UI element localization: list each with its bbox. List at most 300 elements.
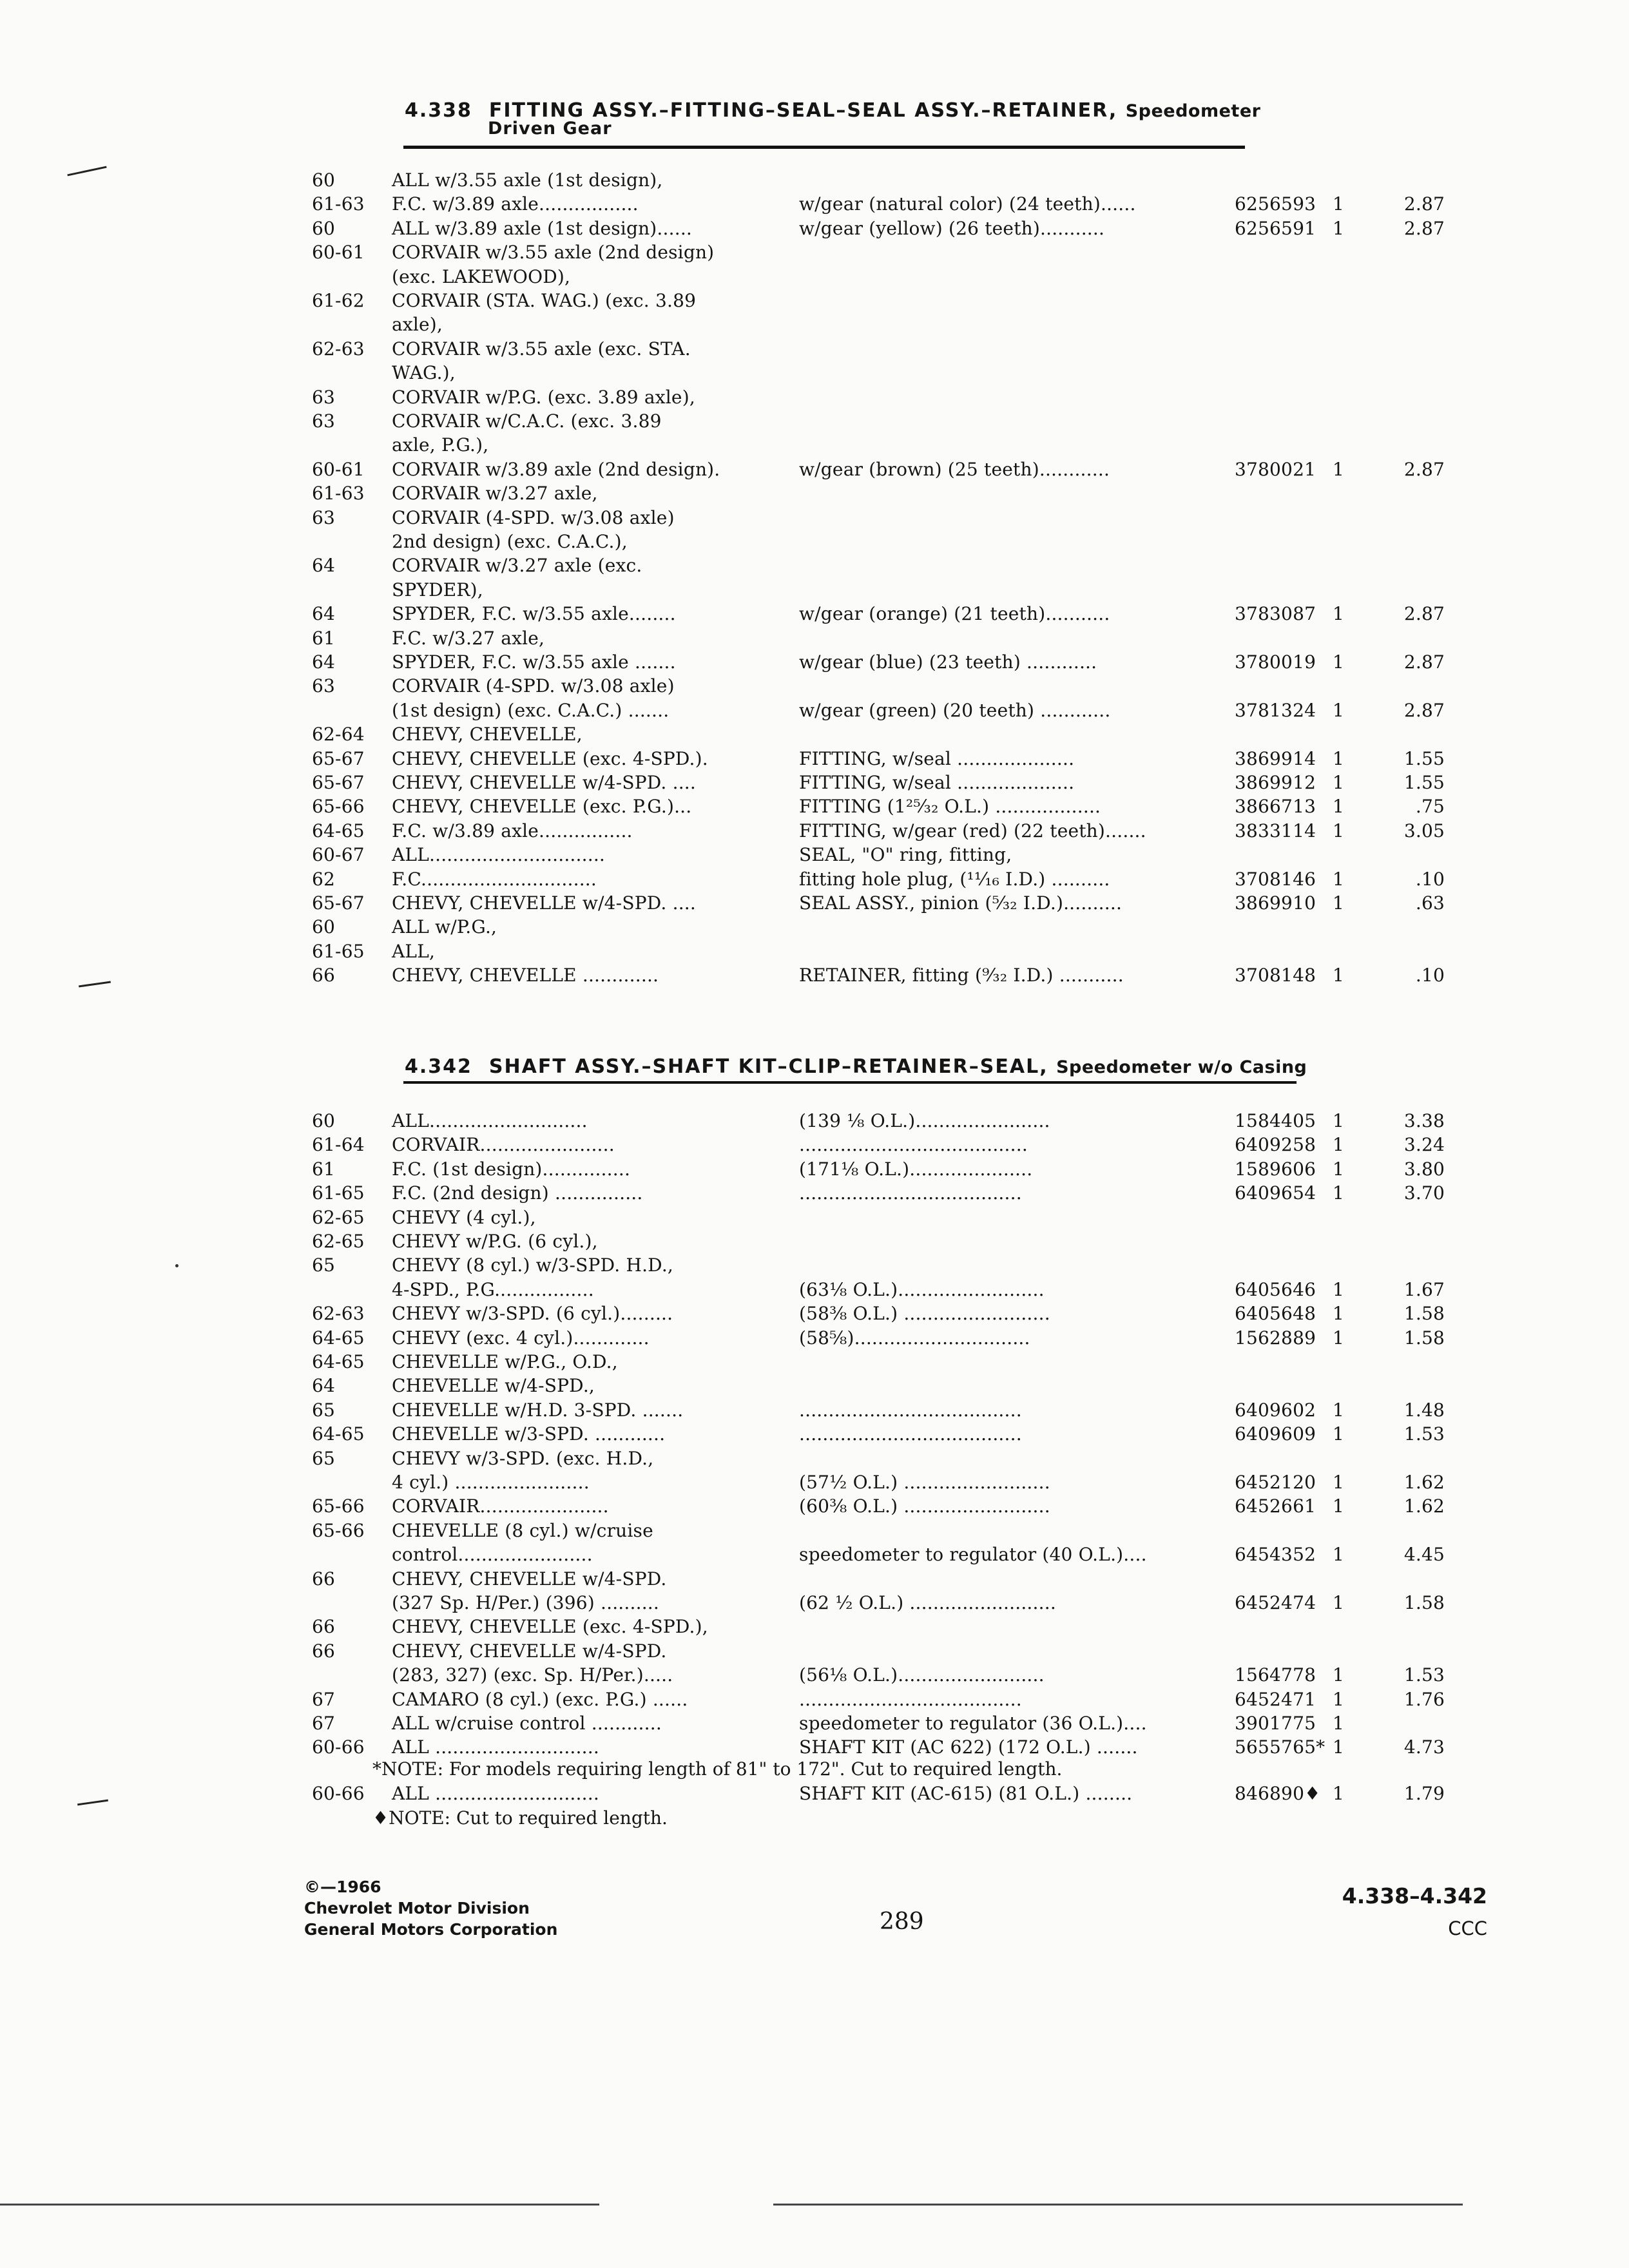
table-row bbox=[0, 1423, 1629, 1448]
quantity-cell: 1 bbox=[1333, 1134, 1345, 1156]
description-cell: (139 ⅛ O.L.)....................... bbox=[799, 1110, 1050, 1131]
application-cell: CAMARO (8 cyl.) (exc. P.G.) ...... bbox=[392, 1688, 688, 1710]
year-cell: 65 bbox=[312, 1254, 336, 1276]
quantity-cell: 1 bbox=[1333, 1278, 1345, 1300]
application-cell: ALL.............................. bbox=[392, 844, 606, 866]
quantity-cell: 1 bbox=[1333, 1303, 1345, 1325]
year-cell: 61-63 bbox=[312, 193, 365, 215]
price-cell: 2.87 bbox=[1403, 699, 1445, 721]
quantity-cell: 1 bbox=[1333, 1592, 1345, 1613]
table-row bbox=[0, 964, 1629, 990]
part-number-cell: 1589606 bbox=[1235, 1158, 1316, 1180]
price-cell: .75 bbox=[1415, 796, 1445, 818]
application-cell: WAG.), bbox=[392, 362, 456, 384]
table-row bbox=[0, 338, 1629, 363]
description-cell: w/gear (natural color) (24 teeth)...... bbox=[799, 193, 1136, 215]
part-number-cell: 3781324 bbox=[1235, 699, 1316, 721]
price-cell: 4.73 bbox=[1403, 1736, 1445, 1758]
application-cell: F.C. (1st design)............... bbox=[392, 1158, 631, 1180]
description-cell: fitting hole plug, (¹¹⁄₁₆ I.D.) .......... bbox=[799, 868, 1110, 890]
quantity-cell: 1 bbox=[1333, 603, 1345, 625]
application-cell: 4-SPD., P.G................. bbox=[392, 1278, 594, 1300]
application-cell: CHEVY (exc. 4 cyl.)............. bbox=[392, 1327, 650, 1349]
quantity-cell: 1 bbox=[1333, 747, 1345, 769]
price-cell: 3.38 bbox=[1403, 1110, 1445, 1131]
application-cell: CHEVELLE (8 cyl.) w/cruise bbox=[392, 1519, 653, 1541]
part-number-cell: 3833114 bbox=[1235, 820, 1316, 841]
description-cell: (62 ½ O.L.) ......................... bbox=[799, 1592, 1056, 1613]
application-cell: SPYDER, F.C. w/3.55 axle ....... bbox=[392, 651, 676, 673]
table-row bbox=[0, 506, 1629, 532]
part-number-cell: 3869910 bbox=[1235, 892, 1316, 914]
price-cell: 1.53 bbox=[1403, 1664, 1445, 1686]
quantity-cell: 1 bbox=[1333, 796, 1345, 818]
quantity-cell: 1 bbox=[1333, 1544, 1345, 1566]
application-cell: (283, 327) (exc. Sp. H/Per.)..... bbox=[392, 1664, 673, 1686]
part-number-cell: 6409602 bbox=[1235, 1399, 1316, 1421]
quantity-cell: 1 bbox=[1333, 699, 1345, 721]
application-cell: F.C. w/3.27 axle, bbox=[392, 627, 545, 649]
year-cell: 65 bbox=[312, 1399, 336, 1421]
description-cell: FITTING, w/seal .................... bbox=[799, 772, 1075, 793]
application-cell: CORVAIR (4-SPD. w/3.08 axle) bbox=[392, 675, 675, 697]
year-cell: 61-62 bbox=[312, 290, 365, 311]
year-cell: 60 bbox=[312, 217, 336, 239]
section-title-tail: Speedometer bbox=[1125, 101, 1261, 121]
application-cell: 2nd design) (exc. C.A.C.), bbox=[392, 531, 628, 552]
corporation-name: General Motors Corporation bbox=[304, 1920, 558, 1939]
part-number-cell: 6409654 bbox=[1235, 1182, 1316, 1204]
year-cell: 61 bbox=[312, 627, 336, 649]
part-number-cell: 3866713 bbox=[1235, 796, 1316, 818]
application-cell: F.C. w/3.89 axle................. bbox=[392, 193, 639, 215]
price-cell: 1.62 bbox=[1403, 1472, 1445, 1493]
year-cell: 60 bbox=[312, 916, 336, 938]
year-cell: 62-65 bbox=[312, 1231, 365, 1252]
year-cell: 64 bbox=[312, 555, 336, 577]
year-cell: 61-63 bbox=[312, 483, 365, 505]
year-cell: 65-66 bbox=[312, 1495, 365, 1517]
quantity-cell: 1 bbox=[1333, 458, 1345, 480]
price-cell: 1.67 bbox=[1403, 1278, 1445, 1300]
year-cell: 60-66 bbox=[312, 1736, 365, 1758]
table-row bbox=[0, 1782, 1629, 1808]
table-row bbox=[0, 1664, 1629, 1689]
table-row bbox=[0, 1302, 1629, 1328]
quantity-cell: 1 bbox=[1333, 820, 1345, 841]
year-cell: 61-64 bbox=[312, 1134, 365, 1156]
table-row bbox=[0, 1230, 1629, 1256]
scan-edge-line bbox=[773, 2204, 1463, 2206]
description-cell: (56⅛ O.L.)......................... bbox=[799, 1664, 1045, 1686]
year-cell: 64-65 bbox=[312, 1351, 365, 1372]
table-row bbox=[0, 602, 1629, 628]
quantity-cell: 1 bbox=[1333, 772, 1345, 793]
application-cell: CORVAIR w/P.G. (exc. 3.89 axle), bbox=[392, 386, 695, 408]
year-cell: 66 bbox=[312, 1640, 336, 1662]
application-cell: control....................... bbox=[392, 1544, 593, 1566]
quantity-cell: 1 bbox=[1333, 1327, 1345, 1349]
year-cell: 65-67 bbox=[312, 772, 365, 793]
price-cell: 3.05 bbox=[1403, 820, 1445, 841]
table-row bbox=[0, 265, 1629, 291]
table-row bbox=[0, 1688, 1629, 1714]
table-row bbox=[0, 1182, 1629, 1207]
year-cell: 60-66 bbox=[312, 1783, 365, 1804]
description-cell: ...................................... bbox=[799, 1399, 1022, 1421]
description-cell: FITTING, w/gear (red) (22 teeth)....... bbox=[799, 820, 1146, 841]
part-number-cell: 1562889 bbox=[1235, 1327, 1316, 1349]
scan-speck bbox=[175, 1264, 178, 1267]
part-number-cell: 6405648 bbox=[1235, 1303, 1316, 1325]
application-cell: CHEVY, CHEVELLE ............. bbox=[392, 965, 659, 986]
year-cell: 65-67 bbox=[312, 747, 365, 769]
year-cell: 60 bbox=[312, 1110, 336, 1131]
quantity-cell: 1 bbox=[1333, 1158, 1345, 1180]
part-number-cell: 3780019 bbox=[1235, 651, 1316, 673]
section-number: 4.342 bbox=[405, 1055, 472, 1078]
year-cell: 65-67 bbox=[312, 892, 365, 914]
table-row bbox=[0, 361, 1629, 387]
table-row bbox=[0, 1543, 1629, 1569]
table-row bbox=[0, 820, 1629, 845]
table-row bbox=[0, 1254, 1629, 1280]
description-cell: speedometer to regulator (40 O.L.).... bbox=[799, 1544, 1147, 1566]
part-number-cell: 6409609 bbox=[1235, 1423, 1316, 1445]
application-cell: F.C. w/3.89 axle................ bbox=[392, 820, 633, 841]
year-cell: 64-65 bbox=[312, 820, 365, 841]
section-header-4338 bbox=[405, 101, 1260, 120]
part-number-cell: 3708146 bbox=[1235, 868, 1316, 890]
quantity-cell: 1 bbox=[1333, 1399, 1345, 1421]
table-row bbox=[0, 843, 1629, 869]
table-row bbox=[0, 1133, 1629, 1159]
price-cell: .10 bbox=[1415, 868, 1445, 890]
quantity-cell: 1 bbox=[1333, 1495, 1345, 1517]
description-cell: (58⅝).............................. bbox=[799, 1327, 1030, 1349]
table-row bbox=[0, 410, 1629, 436]
scan-edge-line bbox=[0, 2204, 599, 2206]
year-cell: 62 bbox=[312, 868, 336, 890]
price-cell: 1.79 bbox=[1403, 1783, 1445, 1804]
year-cell: 66 bbox=[312, 1568, 336, 1590]
description-cell: (171⅛ O.L.)..................... bbox=[799, 1158, 1033, 1180]
table-row bbox=[0, 458, 1629, 484]
application-cell: ALL w/3.89 axle (1st design)...... bbox=[392, 217, 693, 239]
table-row bbox=[0, 1399, 1629, 1425]
description-cell: FITTING (1²⁵⁄₃₂ O.L.) .................. bbox=[799, 796, 1101, 818]
table-row bbox=[0, 675, 1629, 700]
note-text: ♦NOTE: Cut to required length. bbox=[372, 1807, 668, 1829]
part-number-cell: 6452474 bbox=[1235, 1592, 1316, 1613]
description-cell: SHAFT KIT (AC-615) (81 O.L.) ........ bbox=[799, 1783, 1133, 1804]
part-number-cell: 3708148 bbox=[1235, 965, 1316, 986]
application-cell: CORVAIR (4-SPD. w/3.08 axle) bbox=[392, 506, 675, 528]
price-cell: 3.70 bbox=[1403, 1182, 1445, 1204]
table-row bbox=[0, 579, 1629, 604]
price-cell: 2.87 bbox=[1403, 651, 1445, 673]
year-cell: 65-66 bbox=[312, 1519, 365, 1541]
application-cell: CORVAIR w/3.27 axle, bbox=[392, 483, 598, 505]
table-row bbox=[0, 1591, 1629, 1617]
application-cell: CHEVELLE w/3-SPD. ............ bbox=[392, 1423, 666, 1445]
part-number-cell: 3780021 bbox=[1235, 458, 1316, 480]
year-cell: 62-64 bbox=[312, 724, 365, 745]
description-cell: RETAINER, fitting (⁹⁄₃₂ I.D.) ........... bbox=[799, 965, 1124, 986]
part-number-cell: 3783087 bbox=[1235, 603, 1316, 625]
division-name: Chevrolet Motor Division bbox=[304, 1899, 530, 1917]
application-cell: CHEVELLE w/H.D. 3-SPD. ....... bbox=[392, 1399, 684, 1421]
application-cell: ALL ............................ bbox=[392, 1783, 599, 1804]
year-cell: 60-61 bbox=[312, 242, 365, 264]
price-cell: 2.87 bbox=[1403, 193, 1445, 215]
table-row bbox=[0, 554, 1629, 580]
description-cell: (58⅜ O.L.) ......................... bbox=[799, 1303, 1050, 1325]
part-number-cell: 6454352 bbox=[1235, 1544, 1316, 1566]
application-cell: CORVAIR (STA. WAG.) (exc. 3.89 bbox=[392, 290, 697, 311]
application-cell: CHEVY, CHEVELLE w/4-SPD. bbox=[392, 1568, 667, 1590]
year-cell: 61-65 bbox=[312, 940, 365, 962]
application-cell: axle, P.G.), bbox=[392, 434, 489, 456]
year-cell: 64-65 bbox=[312, 1327, 365, 1349]
table-row bbox=[0, 530, 1629, 556]
year-cell: 66 bbox=[312, 1616, 336, 1638]
year-cell: 64-65 bbox=[312, 1423, 365, 1445]
application-cell: axle), bbox=[392, 314, 443, 336]
table-row bbox=[0, 386, 1629, 412]
table-row bbox=[0, 1374, 1629, 1400]
part-number-cell: 1584405 bbox=[1235, 1110, 1316, 1131]
table-row bbox=[0, 313, 1629, 339]
description-cell: w/gear (green) (20 teeth) ............ bbox=[799, 699, 1111, 721]
table-row bbox=[0, 771, 1629, 797]
price-cell: 2.87 bbox=[1403, 458, 1445, 480]
quantity-cell: 1 bbox=[1333, 1664, 1345, 1686]
price-cell: .10 bbox=[1415, 965, 1445, 986]
year-cell: 64 bbox=[312, 603, 336, 625]
year-cell: 60 bbox=[312, 169, 336, 191]
price-cell: 4.45 bbox=[1403, 1544, 1445, 1566]
page-number: 289 bbox=[880, 1908, 924, 1935]
table-row bbox=[0, 1615, 1629, 1641]
price-cell: 1.55 bbox=[1403, 747, 1445, 769]
part-number-cell: 3869912 bbox=[1235, 772, 1316, 793]
table-row bbox=[0, 1568, 1629, 1593]
copyright: ©—1966 bbox=[304, 1878, 381, 1896]
price-cell: 1.58 bbox=[1403, 1327, 1445, 1349]
table-row bbox=[0, 723, 1629, 749]
quantity-cell: 1 bbox=[1333, 1110, 1345, 1131]
application-cell: ALL ............................ bbox=[392, 1736, 599, 1758]
part-number-cell: 6256591 bbox=[1235, 217, 1316, 239]
description-cell: (60⅜ O.L.) ......................... bbox=[799, 1495, 1050, 1517]
quantity-cell: 1 bbox=[1333, 868, 1345, 890]
application-cell: CHEVY w/3-SPD. (6 cyl.)......... bbox=[392, 1303, 673, 1325]
part-number-cell: 6452120 bbox=[1235, 1472, 1316, 1493]
section-header-4342 bbox=[405, 1057, 1307, 1077]
quantity-cell: 1 bbox=[1333, 217, 1345, 239]
application-cell: F.C. (2nd design) ............... bbox=[392, 1182, 643, 1204]
description-cell: ...................................... bbox=[799, 1688, 1022, 1710]
application-cell: (1st design) (exc. C.A.C.) ....... bbox=[392, 699, 670, 721]
price-cell: 1.58 bbox=[1403, 1303, 1445, 1325]
note-text: *NOTE: For models requiring length of 81" to 172". Cut to required length. bbox=[372, 1758, 1063, 1780]
application-cell: CHEVELLE w/P.G., O.D., bbox=[392, 1351, 618, 1372]
part-number-cell: 6256593 bbox=[1235, 193, 1316, 215]
year-cell: 65 bbox=[312, 1447, 336, 1469]
application-cell: SPYDER, F.C. w/3.55 axle........ bbox=[392, 603, 676, 625]
year-cell: 64 bbox=[312, 1375, 336, 1397]
part-number-cell: 1564778 bbox=[1235, 1664, 1316, 1686]
quantity-cell: 1 bbox=[1333, 651, 1345, 673]
description-cell: SHAFT KIT (AC 622) (172 O.L.) ....... bbox=[799, 1736, 1138, 1758]
table-row bbox=[0, 1110, 1629, 1135]
price-cell: 2.87 bbox=[1403, 217, 1445, 239]
year-cell: 67 bbox=[312, 1688, 336, 1710]
part-number-cell: 3869914 bbox=[1235, 747, 1316, 769]
application-cell: CORVAIR w/3.55 axle (2nd design) bbox=[392, 242, 715, 264]
price-cell: 1.76 bbox=[1403, 1688, 1445, 1710]
application-cell: ALL w/3.55 axle (1st design), bbox=[392, 169, 663, 191]
table-row bbox=[0, 193, 1629, 218]
table-row bbox=[0, 1327, 1629, 1352]
description-cell: w/gear (brown) (25 teeth)............ bbox=[799, 458, 1110, 480]
quantity-cell: 1 bbox=[1333, 1736, 1345, 1758]
application-cell: 4 cyl.) ....................... bbox=[392, 1472, 590, 1493]
table-row bbox=[0, 940, 1629, 966]
year-cell: 61 bbox=[312, 1158, 336, 1180]
table-row bbox=[0, 892, 1629, 918]
year-cell: 66 bbox=[312, 965, 336, 986]
quantity-cell: 1 bbox=[1333, 892, 1345, 914]
description-cell: speedometer to regulator (36 O.L.).... bbox=[799, 1713, 1147, 1734]
application-cell: F.C.............................. bbox=[392, 868, 597, 890]
quantity-cell: 1 bbox=[1333, 1688, 1345, 1710]
table-row bbox=[0, 868, 1629, 894]
description-cell: (57½ O.L.) ......................... bbox=[799, 1472, 1050, 1493]
quantity-cell: 1 bbox=[1333, 965, 1345, 986]
application-cell: ALL, bbox=[392, 940, 436, 962]
year-cell: 60-67 bbox=[312, 844, 365, 866]
year-cell: 63 bbox=[312, 386, 336, 408]
application-cell: ALL........................... bbox=[392, 1110, 588, 1131]
application-cell: CHEVY, CHEVELLE (exc. P.G.)... bbox=[392, 796, 692, 818]
price-cell: .63 bbox=[1415, 892, 1445, 914]
table-row bbox=[0, 747, 1629, 773]
table-row bbox=[0, 434, 1629, 459]
description-cell: FITTING, w/seal .................... bbox=[799, 747, 1075, 769]
price-cell: 1.53 bbox=[1403, 1423, 1445, 1445]
application-cell: CHEVY, CHEVELLE, bbox=[392, 724, 583, 745]
price-cell: 3.24 bbox=[1403, 1134, 1445, 1156]
description-cell: w/gear (blue) (23 teeth) ............ bbox=[799, 651, 1097, 673]
table-row bbox=[0, 1471, 1629, 1497]
table-row bbox=[0, 1206, 1629, 1232]
application-cell: CHEVY (4 cyl.), bbox=[392, 1206, 536, 1228]
year-cell: 63 bbox=[312, 675, 336, 697]
part-number-cell: 6409258 bbox=[1235, 1134, 1316, 1156]
section-rule bbox=[403, 146, 1245, 149]
description-cell: w/gear (yellow) (26 teeth)........... bbox=[799, 217, 1105, 239]
application-cell: CHEVY, CHEVELLE w/4-SPD. bbox=[392, 1640, 667, 1662]
table-row bbox=[0, 699, 1629, 725]
table-row bbox=[0, 1447, 1629, 1473]
section-number: 4.338 bbox=[405, 99, 472, 122]
description-cell: ...................................... bbox=[799, 1182, 1022, 1204]
application-cell: CORVAIR w/3.89 axle (2nd design). bbox=[392, 458, 720, 480]
quantity-cell: 1 bbox=[1333, 1783, 1345, 1804]
year-cell: 63 bbox=[312, 410, 336, 432]
description-cell: SEAL ASSY., pinion (⁵⁄₃₂ I.D.).......... bbox=[799, 892, 1123, 914]
application-cell: CHEVY w/3-SPD. (exc. H.D., bbox=[392, 1447, 654, 1469]
application-cell: CHEVY, CHEVELLE w/4-SPD. .... bbox=[392, 772, 696, 793]
part-number-cell: 6405646 bbox=[1235, 1278, 1316, 1300]
table-row bbox=[0, 1278, 1629, 1304]
quantity-cell: 1 bbox=[1333, 1182, 1345, 1204]
year-cell: 65-66 bbox=[312, 796, 365, 818]
publisher-block bbox=[304, 1876, 557, 1940]
price-cell: 1.55 bbox=[1403, 772, 1445, 793]
year-cell: 61-65 bbox=[312, 1182, 365, 1204]
table-row bbox=[0, 241, 1629, 267]
application-cell: SPYDER), bbox=[392, 579, 483, 601]
year-cell: 64 bbox=[312, 651, 336, 673]
table-row bbox=[0, 1158, 1629, 1184]
application-cell: CHEVY (8 cyl.) w/3-SPD. H.D., bbox=[392, 1254, 674, 1276]
application-cell: CHEVY, CHEVELLE (exc. 4-SPD.), bbox=[392, 1616, 708, 1638]
quantity-cell: 1 bbox=[1333, 1423, 1345, 1445]
application-cell: CORVAIR....................... bbox=[392, 1134, 615, 1156]
section-rule bbox=[403, 1081, 1296, 1084]
table-row bbox=[0, 1640, 1629, 1666]
description-cell: (63⅛ O.L.)......................... bbox=[799, 1278, 1045, 1300]
price-cell: 1.62 bbox=[1403, 1495, 1445, 1517]
part-number-cell: 6452661 bbox=[1235, 1495, 1316, 1517]
table-row bbox=[0, 627, 1629, 653]
section-range-block bbox=[1342, 1880, 1487, 1945]
application-cell: CHEVY, CHEVELLE w/4-SPD. .... bbox=[392, 892, 696, 914]
price-cell: 3.80 bbox=[1403, 1158, 1445, 1180]
table-row bbox=[0, 651, 1629, 677]
description-cell: ...................................... bbox=[799, 1423, 1022, 1445]
price-cell: 2.87 bbox=[1403, 603, 1445, 625]
section-title: SHAFT ASSY.–SHAFT KIT–CLIP–RETAINER–SEAL, bbox=[488, 1055, 1048, 1078]
description-cell: w/gear (orange) (21 teeth)........... bbox=[799, 603, 1110, 625]
section-title-tail: Speedometer w/o Casing bbox=[1056, 1057, 1307, 1077]
table-row bbox=[0, 289, 1629, 315]
year-cell: 62-63 bbox=[312, 338, 365, 360]
table-row bbox=[0, 482, 1629, 508]
table-row bbox=[0, 1495, 1629, 1521]
quantity-cell: 1 bbox=[1333, 1713, 1345, 1734]
description-cell: SEAL, "O" ring, fitting, bbox=[799, 844, 1012, 866]
quantity-cell: 1 bbox=[1333, 1472, 1345, 1493]
application-cell: CHEVY w/P.G. (6 cyl.), bbox=[392, 1231, 598, 1252]
application-cell: (exc. LAKEWOOD), bbox=[392, 265, 571, 287]
application-cell: ALL w/cruise control ............ bbox=[392, 1713, 662, 1734]
table-row bbox=[0, 1350, 1629, 1376]
section-subtitle: Driven Gear bbox=[488, 119, 612, 139]
price-cell: 1.58 bbox=[1403, 1592, 1445, 1613]
section-range: 4.338–4.342 bbox=[1342, 1883, 1487, 1908]
year-cell: 62-65 bbox=[312, 1206, 365, 1228]
description-cell: ....................................... bbox=[799, 1134, 1028, 1156]
table-row bbox=[0, 169, 1629, 195]
application-cell: ALL w/P.G., bbox=[392, 916, 497, 938]
part-number-cell: 846890♦ bbox=[1235, 1783, 1321, 1804]
part-number-cell: 5655765* bbox=[1235, 1736, 1325, 1758]
table-row bbox=[0, 795, 1629, 821]
